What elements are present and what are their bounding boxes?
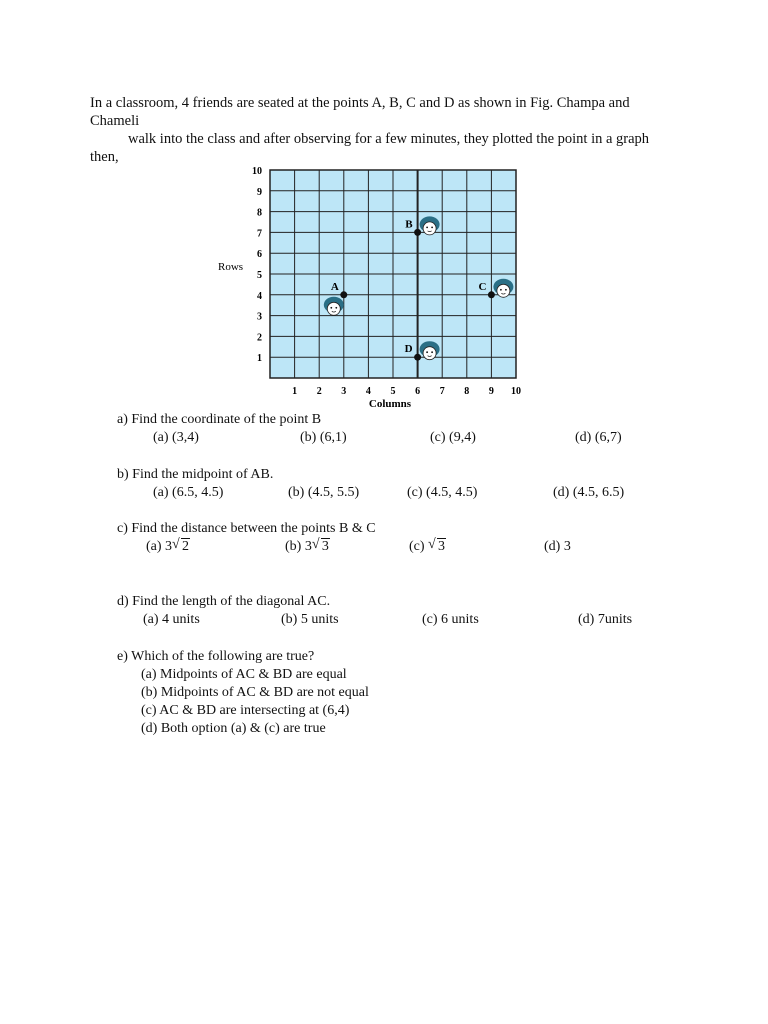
question-a-option-c: (c) (9,4) bbox=[430, 430, 476, 445]
point-label: A bbox=[330, 280, 339, 293]
point-marker bbox=[414, 354, 421, 361]
question-c-option-d bbox=[544, 539, 571, 555]
x-tick-label: 2 bbox=[316, 386, 322, 397]
question-c-label: c) Find the distance between the points B & C bbox=[117, 521, 376, 536]
question-e-option-d: (d) Both option (a) & (c) are true bbox=[141, 721, 326, 736]
question-a-option-d: (d) (6,7) bbox=[575, 430, 622, 445]
question-a-option-a: (a) (3,4) bbox=[153, 430, 199, 445]
x-tick-labels bbox=[292, 386, 521, 397]
x-tick-label: 10 bbox=[511, 386, 521, 397]
x-tick-label: 8 bbox=[464, 386, 470, 397]
x-tick-label: 4 bbox=[365, 386, 371, 397]
y-tick-label: 4 bbox=[257, 290, 262, 302]
point-marker bbox=[414, 229, 421, 236]
intro-line-4: then, bbox=[90, 149, 119, 165]
sqrt-expression bbox=[172, 539, 190, 555]
grid-chart bbox=[210, 160, 540, 410]
point-label: D bbox=[404, 343, 413, 356]
sqrt-icon: √ bbox=[428, 537, 436, 552]
sqrt-expression bbox=[428, 539, 446, 555]
question-c-option-c bbox=[409, 539, 446, 555]
option-prefix: (c) bbox=[409, 539, 429, 554]
coordinate-grid-figure bbox=[210, 160, 540, 410]
option-prefix: (d) 3 bbox=[544, 539, 571, 554]
question-c-option-a bbox=[146, 539, 190, 555]
point-label: C bbox=[478, 280, 487, 293]
radicand: 2 bbox=[182, 539, 190, 554]
question-b-option-b: (b) (4.5, 5.5) bbox=[288, 485, 360, 500]
x-axis-label: Columns bbox=[368, 398, 412, 410]
x-tick-label: 7 bbox=[439, 386, 445, 397]
point-label: B bbox=[405, 218, 413, 231]
question-e-option-b: (b) Midpoints of AC & BD are not equal bbox=[141, 685, 369, 700]
y-tick-label: 8 bbox=[257, 207, 262, 219]
point-marker bbox=[340, 291, 347, 298]
x-tick-label: 9 bbox=[488, 386, 494, 397]
question-a-label: a) Find the coordinate of the point B bbox=[117, 412, 322, 427]
y-tick-labels bbox=[252, 166, 262, 364]
x-tick-label: 6 bbox=[415, 386, 421, 397]
y-tick-label: 10 bbox=[252, 166, 262, 177]
y-tick-label: 7 bbox=[257, 228, 262, 240]
question-b-label: b) Find the midpoint of AB. bbox=[117, 467, 274, 482]
question-d-option-b: (b) 5 units bbox=[281, 612, 339, 627]
radicand: 3 bbox=[438, 539, 446, 554]
y-tick-label: 9 bbox=[257, 186, 262, 198]
sqrt-expression bbox=[312, 539, 330, 555]
question-a-option-b: (b) (6,1) bbox=[300, 430, 347, 445]
x-tick-label: 1 bbox=[292, 386, 298, 397]
question-d-option-a: (a) 4 units bbox=[143, 612, 200, 627]
x-tick-label: 5 bbox=[390, 386, 396, 397]
question-b-option-d: (d) (4.5, 6.5) bbox=[553, 485, 625, 500]
y-tick-label: 6 bbox=[257, 249, 262, 261]
question-d-label: d) Find the length of the diagonal AC. bbox=[117, 594, 331, 609]
option-prefix: (b) 3 bbox=[285, 539, 312, 554]
sqrt-icon: √ bbox=[311, 537, 320, 552]
radicand: 3 bbox=[321, 539, 329, 554]
intro-line-1: In a classroom, 4 friends are seated at the points A, B, C and D as shown in Fig. Champa and bbox=[90, 95, 630, 111]
intro-line-2: Chameli bbox=[90, 113, 140, 129]
question-b-option-a: (a) (6.5, 4.5) bbox=[153, 485, 224, 500]
y-tick-label: 1 bbox=[257, 353, 262, 365]
point-marker bbox=[488, 291, 495, 298]
y-tick-label: 5 bbox=[257, 270, 262, 281]
question-c-option-b bbox=[285, 539, 330, 555]
question-d-option-c: (c) 6 units bbox=[422, 612, 479, 627]
question-d-option-d: (d) 7units bbox=[578, 612, 633, 627]
intro-line-3: walk into the class and after observing for a few minutes, they plotted the point in a graph bbox=[128, 131, 650, 147]
option-prefix: (a) 3 bbox=[146, 539, 173, 554]
sqrt-icon: √ bbox=[172, 537, 180, 552]
y-tick-label: 2 bbox=[257, 332, 262, 344]
y-axis-label: Rows bbox=[218, 261, 244, 273]
question-e-option-a: (a) Midpoints of AC & BD are equal bbox=[141, 667, 347, 682]
x-tick-label: 3 bbox=[341, 386, 347, 397]
y-tick-label: 3 bbox=[257, 311, 262, 323]
question-b-option-c: (c) (4.5, 4.5) bbox=[407, 485, 478, 500]
question-e-option-c: (c) AC & BD are intersecting at (6,4) bbox=[141, 703, 350, 718]
question-e-label: e) Which of the following are true? bbox=[117, 649, 315, 664]
